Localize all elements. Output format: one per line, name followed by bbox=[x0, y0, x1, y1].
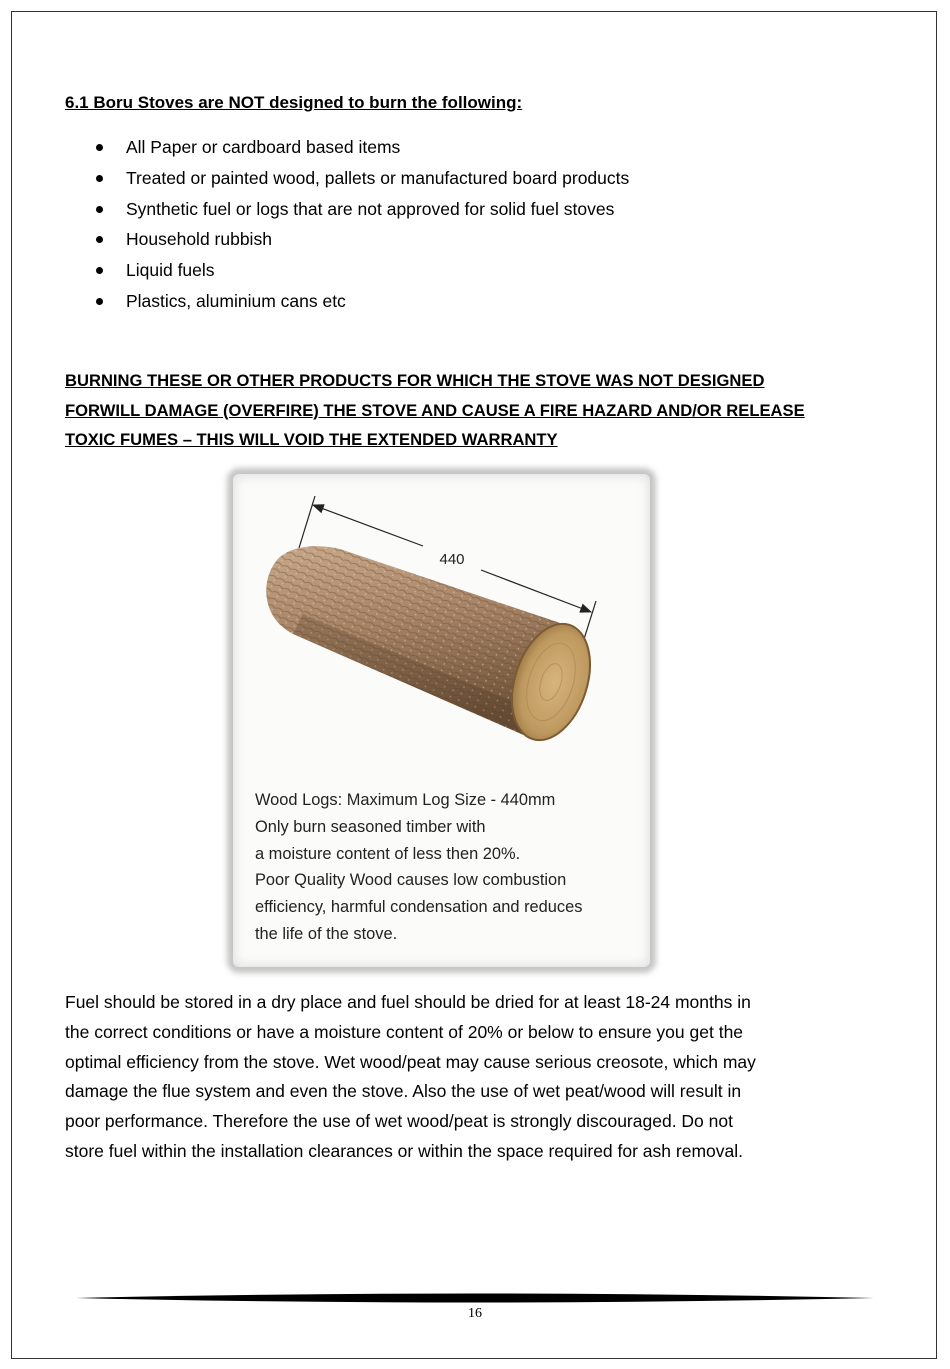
footer-divider bbox=[76, 1293, 874, 1305]
dimension-label: 440 bbox=[439, 551, 465, 568]
list-item-text: Treated or painted wood, pallets or manufactured board products bbox=[126, 167, 630, 188]
bullet-icon bbox=[96, 175, 103, 182]
list-item-text: Household rubbish bbox=[126, 229, 272, 250]
wood-log-figure bbox=[233, 474, 650, 967]
list-item bbox=[96, 163, 629, 194]
list-item bbox=[96, 255, 629, 286]
bullet-icon bbox=[96, 236, 103, 243]
paragraph-line: the correct conditions or have a moisture content of 20% or below to ensure you get the bbox=[65, 1021, 744, 1042]
section-heading: 6.1 Boru Stoves are NOT designed to burn the following: bbox=[65, 93, 523, 112]
page-number: 16 bbox=[468, 1306, 482, 1321]
paragraph-line: damage the flue system and even the stove. Also the use of wet peat/wood will result in bbox=[65, 1081, 742, 1102]
caption-line: Only burn seasoned timber with bbox=[255, 817, 486, 836]
paragraph-line: store fuel within the installation clearances or within the space required for ash removal. bbox=[65, 1140, 743, 1161]
bullet-icon bbox=[96, 206, 103, 213]
list-item-text: Synthetic fuel or logs that are not approved for solid fuel stoves bbox=[126, 198, 615, 219]
caption-line: Poor Quality Wood causes low combustion bbox=[255, 871, 567, 890]
bullet-icon bbox=[96, 144, 103, 151]
prohibited-fuels-list bbox=[96, 132, 629, 317]
warning-line: BURNING THESE OR OTHER PRODUCTS FOR WHICH THE STOVE WAS NOT DESIGNED bbox=[65, 371, 765, 390]
caption-line: Wood Logs: Maximum Log Size - 440mm bbox=[255, 791, 556, 809]
list-item bbox=[96, 224, 629, 255]
fuel-storage-paragraph bbox=[65, 988, 855, 1167]
dimension-tick bbox=[299, 496, 315, 548]
list-item bbox=[96, 194, 629, 225]
list-item-text: Plastics, aluminium cans etc bbox=[126, 290, 346, 311]
list-item bbox=[96, 286, 629, 317]
bullet-icon bbox=[96, 298, 103, 305]
paragraph-line: optimal efficiency from the stove. Wet wood/peat may cause serious creosote, which may bbox=[65, 1051, 756, 1072]
list-item bbox=[96, 132, 629, 163]
bullet-icon bbox=[96, 267, 103, 274]
caption-line: efficiency, harmful condensation and reduces bbox=[255, 898, 583, 917]
warranty-warning bbox=[65, 366, 845, 455]
list-item-text: Liquid fuels bbox=[126, 260, 215, 281]
wood-log-illustration bbox=[233, 474, 650, 794]
warning-line: FORWILL DAMAGE (OVERFIRE) THE STOVE AND CAUSE A FIRE HAZARD AND/OR RELEASE bbox=[65, 400, 805, 420]
paragraph-line: poor performance. Therefore the use of wet wood/peat is strongly discouraged. Do not bbox=[65, 1111, 733, 1132]
caption-line: the life of the stove. bbox=[255, 924, 398, 943]
figure-caption bbox=[255, 787, 640, 948]
caption-line: a moisture content of less then 20%. bbox=[255, 844, 521, 863]
list-item-text: All Paper or cardboard based items bbox=[126, 137, 401, 157]
dimension-arrow bbox=[313, 505, 423, 546]
paragraph-line: Fuel should be stored in a dry place and fuel should be dried for at least 18-24 months in bbox=[65, 992, 751, 1012]
warning-line: TOXIC FUMES – THIS WILL VOID THE EXTENDED WARRANTY bbox=[65, 430, 558, 449]
